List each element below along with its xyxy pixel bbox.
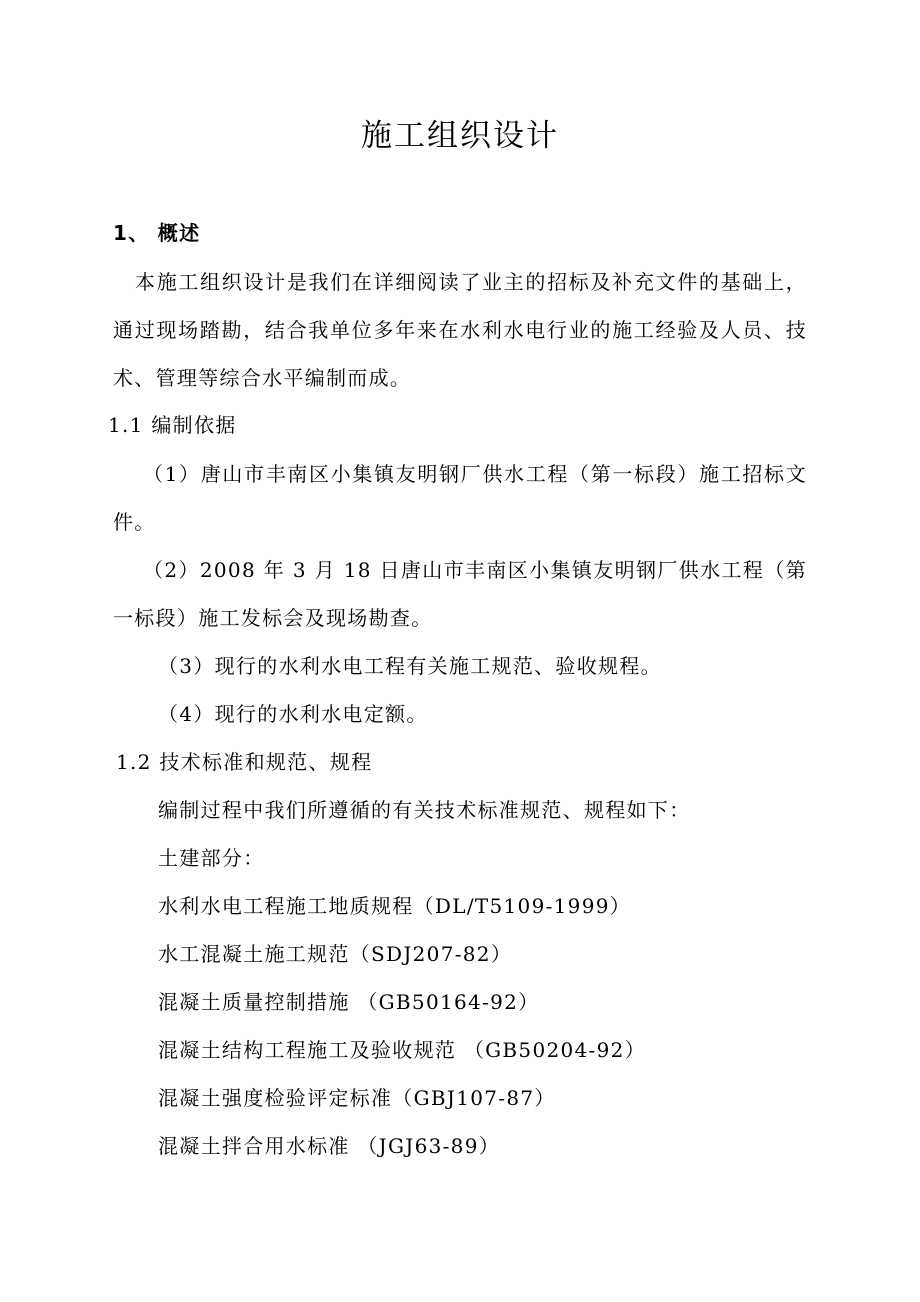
standard-item: 混凝土质量控制措施 （GB50164-92） bbox=[158, 990, 540, 1014]
standards-intro: 编制过程中我们所遵循的有关技术标准规范、规程如下： bbox=[158, 798, 691, 822]
section-1-1-heading: 1.1 编制依据 bbox=[108, 413, 237, 437]
basis-item-4: （4）现行的水利水电定额。 bbox=[158, 702, 428, 726]
section-1-2-heading: 1.2 技术标准和规范、规程 bbox=[116, 750, 373, 774]
standard-item: 混凝土强度检验评定标准（GBJ107-87） bbox=[158, 1086, 556, 1110]
civil-works-subheading: 土建部分： bbox=[158, 846, 265, 870]
standard-item: 水工混凝土施工规范（SDJ207-82） bbox=[158, 942, 513, 966]
document-title: 施工组织设计 bbox=[361, 118, 559, 154]
basis-item-3: （3）现行的水利水电工程有关施工规范、验收规程。 bbox=[158, 654, 662, 678]
basis-item-2: （2）2008 年 3 月 18 日唐山市丰南区小集镇友明钢厂供水工程（第一标段）施工发标会及现场勘查。 bbox=[113, 558, 807, 630]
standard-item: 混凝土结构工程施工及验收规范 （GB50204-92） bbox=[158, 1038, 646, 1062]
standard-item: 水利水电工程施工地质规程（DL/T5109-1999） bbox=[158, 894, 632, 918]
basis-item-1: （1）唐山市丰南区小集镇友明钢厂供水工程（第一标段）施工招标文件。 bbox=[113, 462, 807, 534]
section-1-heading: 1、 概述 bbox=[113, 221, 201, 245]
standard-item: 混凝土拌合用水标准 （JGJ63-89） bbox=[158, 1134, 501, 1158]
section-1-intro-paragraph: 本施工组织设计是我们在详细阅读了业主的招标及补充文件的基础上，通过现场踏勘，结合我单位多年来在水利水电行业的施工经验及人员、技术、管理等综合水平编制而成。 bbox=[113, 270, 807, 390]
